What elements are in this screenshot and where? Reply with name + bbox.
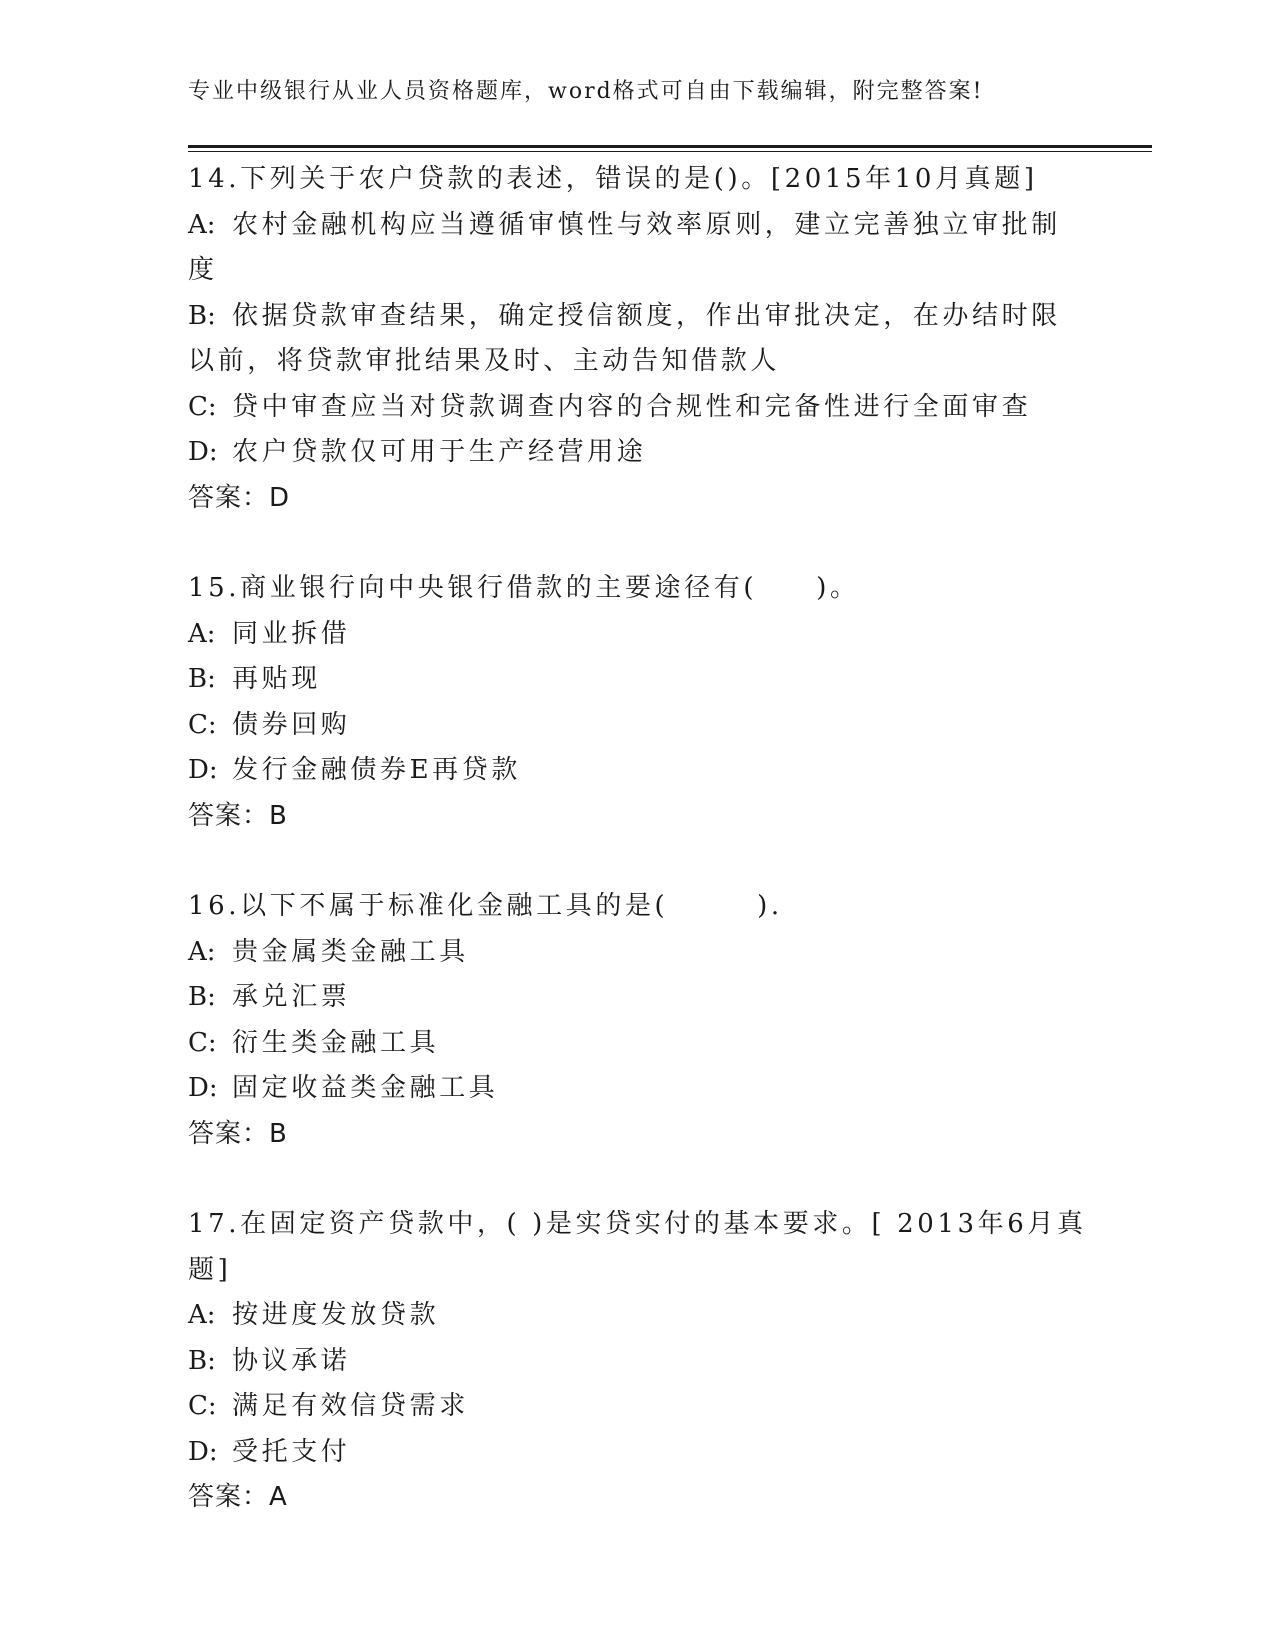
option-text: 贵金属类金融工具 <box>232 936 469 967</box>
header-rule-thick <box>188 145 1152 148</box>
option-d <box>188 748 1088 794</box>
question-list <box>188 157 1088 1566</box>
option-text: 农户贷款仅可用于生产经营用途 <box>232 437 647 467</box>
option-text: 农村金融机构应当遵循审慎性与效率原则，建立完善独立审批制度 <box>188 209 1061 285</box>
option-text: 满足有效信贷需求 <box>232 1391 469 1421</box>
option-text: 承兑汇票 <box>232 982 351 1012</box>
option-b <box>188 1339 1088 1385</box>
option-letter: C: <box>188 1391 217 1421</box>
option-d <box>188 430 1088 476</box>
option-text: 发行金融债券E再贷款 <box>232 755 521 785</box>
question-stem: 16.以下不属于标准化金融工具的是( ). <box>188 891 783 921</box>
option-letter: C: <box>188 391 217 422</box>
option-letter: B: <box>188 1345 216 1376</box>
question-15 <box>188 566 1088 839</box>
option-b <box>188 657 1088 703</box>
option-c <box>188 1021 1088 1067</box>
option-b <box>188 294 1088 385</box>
option-letter: B: <box>188 300 216 331</box>
option-letter: D: <box>188 437 218 467</box>
option-c <box>188 1384 1088 1430</box>
option-a <box>188 930 1088 976</box>
option-text: 衍生类金融工具 <box>232 1027 440 1058</box>
answer-label: 答案：A <box>188 1482 288 1512</box>
option-a <box>188 612 1088 658</box>
question-17 <box>188 1202 1088 1521</box>
answer-label: 答案：B <box>188 800 288 831</box>
option-c <box>188 385 1088 431</box>
option-text: 依据贷款审查结果，确定授信额度，作出审批决定，在办结时限以前，将贷款审批结果及时、主动告知借款人 <box>188 300 1061 376</box>
header-rule-thin <box>188 151 1152 152</box>
option-letter: B: <box>188 664 216 694</box>
option-b <box>188 975 1088 1021</box>
question-stem: 17.在固定资产贷款中，( )是实贷实付的基本要求。[ 2013年6月真题] <box>188 1209 1087 1285</box>
option-text: 协议承诺 <box>232 1345 351 1376</box>
option-letter: D: <box>188 755 218 785</box>
option-letter: B: <box>188 982 216 1012</box>
question-16 <box>188 884 1088 1157</box>
option-text: 按进度发放贷款 <box>232 1300 440 1330</box>
option-letter: A: <box>188 209 216 240</box>
option-text: 贷中审查应当对贷款调查内容的合规性和完备性进行全面审查 <box>232 391 1032 422</box>
option-letter: A: <box>188 936 216 967</box>
option-a <box>188 203 1088 294</box>
option-c <box>188 703 1088 749</box>
option-d <box>188 1430 1088 1476</box>
option-text: 再贴现 <box>232 664 321 694</box>
option-letter: D: <box>188 1073 218 1103</box>
option-text: 债券回购 <box>232 709 351 740</box>
answer-label: 答案：B <box>188 1118 288 1149</box>
option-text: 同业拆借 <box>232 618 351 649</box>
option-letter: A: <box>188 618 216 649</box>
question-stem: 14.下列关于农户贷款的表述，错误的是()。[2015年10月真题] <box>188 164 1038 194</box>
option-text: 固定收益类金融工具 <box>232 1073 499 1103</box>
option-letter: A: <box>188 1300 216 1330</box>
answer-label: 答案：D <box>188 482 291 513</box>
question-stem: 15.商业银行向中央银行借款的主要途径有( )。 <box>188 573 860 603</box>
page-header: 专业中级银行从业人员资格题库，word格式可自由下载编辑，附完整答案! <box>188 79 984 104</box>
option-letter: C: <box>188 1027 217 1058</box>
option-d <box>188 1066 1088 1112</box>
option-letter: D: <box>188 1436 218 1467</box>
option-text: 受托支付 <box>232 1436 351 1467</box>
question-14 <box>188 157 1088 521</box>
option-letter: C: <box>188 709 217 740</box>
option-a <box>188 1293 1088 1339</box>
